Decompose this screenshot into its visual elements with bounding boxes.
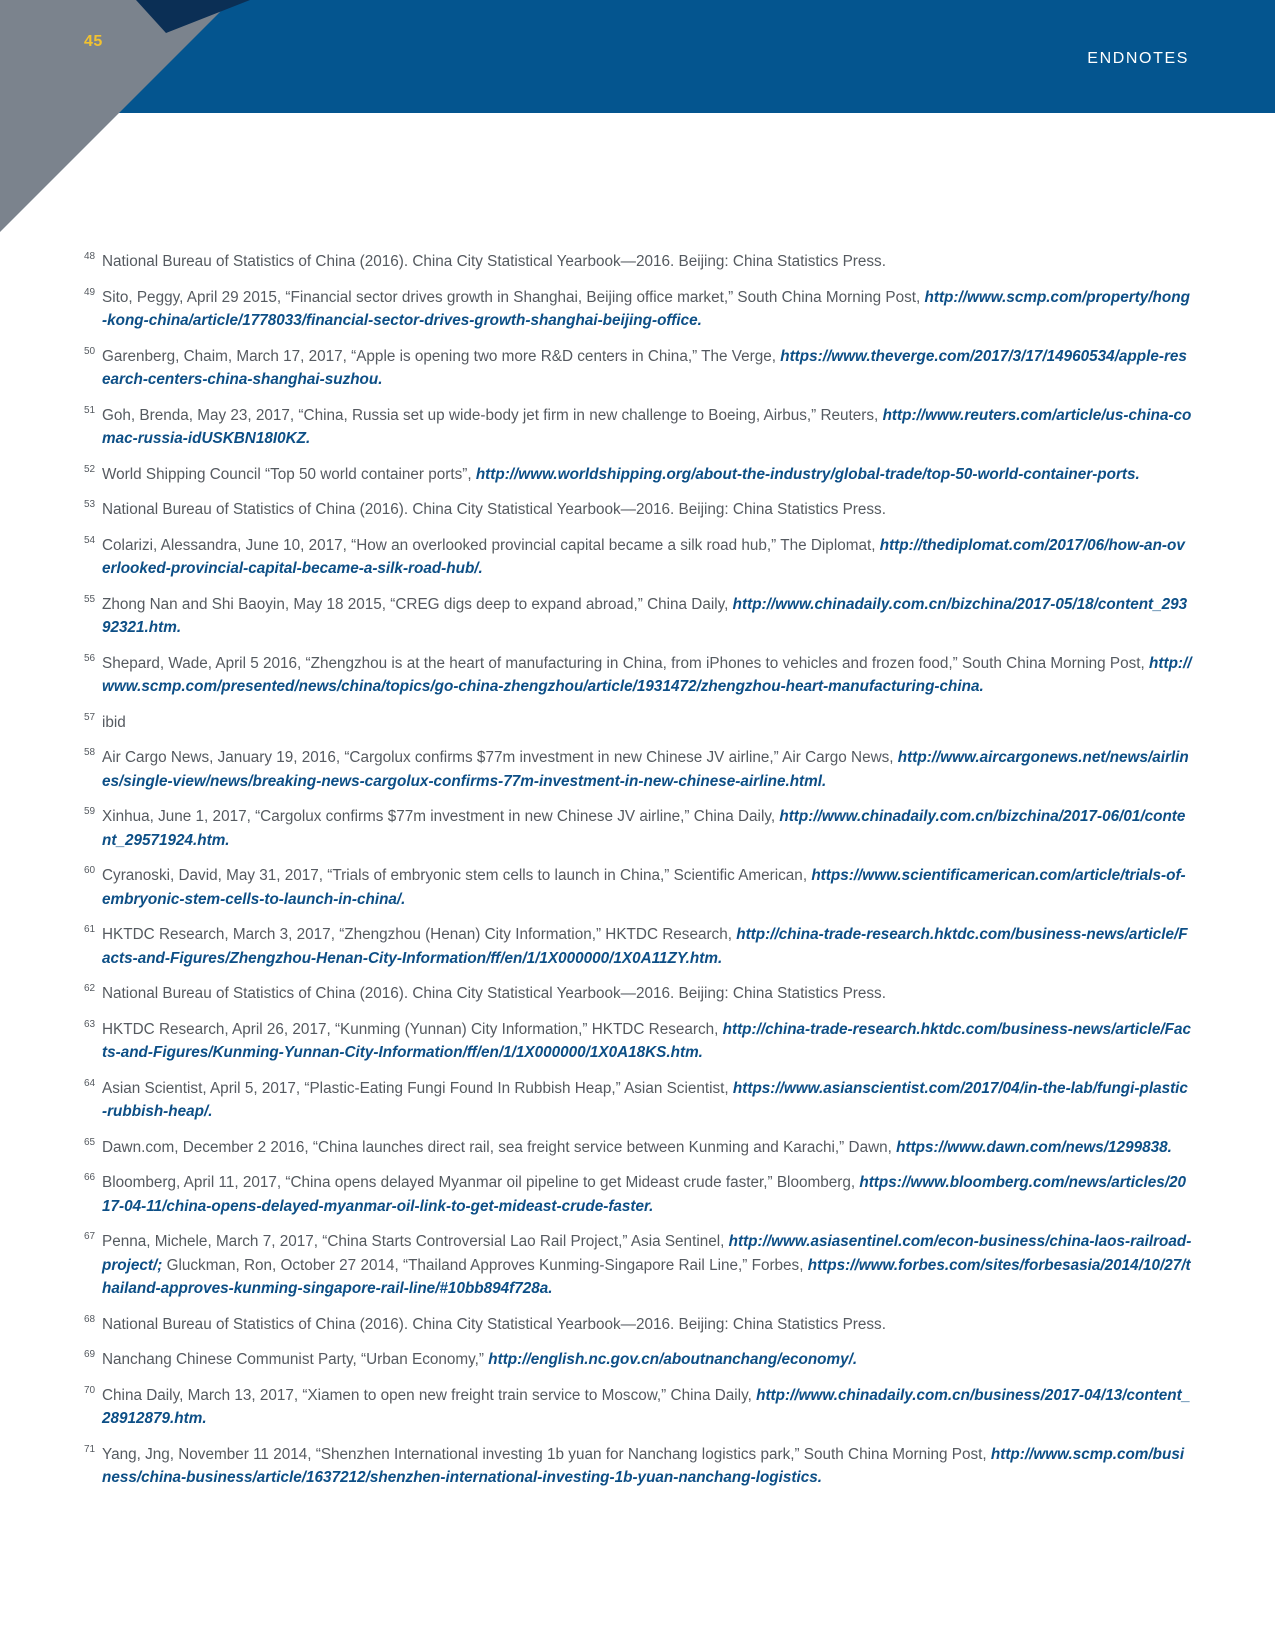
endnote-number: 55 — [84, 593, 96, 605]
endnote-item — [84, 345, 1192, 392]
endnote-link[interactable]: https://www.theverge.com/2017/3/17/14960534/apple-research-centers-china-shanghai-suzhou. — [102, 347, 1187, 388]
endnote-link[interactable]: https://www.asianscientist.com/2017/04/in-the-lab/fungi-plastic-rubbish-heap/. — [102, 1079, 1188, 1120]
endnote-text: Sito, Peggy, April 29 2015, “Financial sector drives growth in Shanghai, Beijing office market,” South China Morning Post, — [102, 288, 925, 306]
endnote-text: National Bureau of Statistics of China (2016). China City Statistical Yearbook—2016. Beijing: China Statistics Press. — [102, 501, 886, 518]
endnote-text: HKTDC Research, March 3, 2017, “Zhengzhou (Henan) City Information,” HKTDC Research, — [102, 926, 737, 943]
endnote-text: Shepard, Wade, April 5 2016, “Zhengzhou is at the heart of manufacturing in China, from iPhones to vehicles and frozen food,” South China Morning Post, — [102, 654, 1150, 672]
endnote-item — [84, 1443, 1192, 1490]
endnote-link[interactable]: http://china-trade-research.hktdc.com/business-news/article/Facts-and-Figures/Kunming-Yunnan-City-Information/ff/en/1/1X000000/1X0A18KS.htm. — [102, 1020, 1192, 1061]
endnote-item — [84, 746, 1192, 793]
endnote-number: 51 — [84, 404, 96, 416]
endnote-text: National Bureau of Statistics of China (2016). China City Statistical Yearbook—2016. Beijing: China Statistics Press. — [102, 253, 886, 270]
endnote-number: 49 — [84, 286, 96, 298]
endnotes-list — [84, 250, 1192, 1502]
endnote-link[interactable]: http://www.scmp.com/presented/news/china/topics/go-china-zhengzhou/article/1931472/zhengzhou-heart-manufacturing-china. — [102, 654, 1192, 695]
endnote-item — [84, 982, 1192, 1006]
endnote-item — [84, 1230, 1192, 1301]
endnote-text: Xinhua, June 1, 2017, “Cargolux confirms $77m investment in new Chinese JV airline,” China Daily, — [102, 808, 780, 825]
endnote-text: Goh, Brenda, May 23, 2017, “China, Russia set up wide-body jet firm in new challenge to Boeing, Airbus,” Reuters, — [102, 406, 883, 424]
endnote-text: HKTDC Research, April 26, 2017, “Kunming (Yunnan) City Information,” HKTDC Research, — [102, 1020, 723, 1038]
endnote-item — [84, 923, 1192, 970]
endnote-item — [84, 805, 1192, 852]
endnote-number: 64 — [84, 1077, 96, 1089]
endnote-item — [84, 1313, 1192, 1337]
endnote-item — [84, 1384, 1192, 1431]
endnote-text: Yang, Jng, November 11 2014, “Shenzhen International investing 1b yuan for Nanchang logistics park,” South China Morning Post, — [102, 1445, 991, 1463]
endnote-text: Cyranoski, David, May 31, 2017, “Trials of embryonic stem cells to launch in China,” Scientific American, — [102, 867, 812, 884]
endnote-text: National Bureau of Statistics of China (2016). China City Statistical Yearbook—2016. Beijing: China Statistics Press. — [102, 1315, 886, 1333]
endnote-item — [84, 652, 1192, 699]
endnote-text: Garenberg, Chaim, March 17, 2017, “Apple is opening two more R&D centers in China,” The Verge, — [102, 347, 781, 365]
endnote-number: 60 — [84, 865, 96, 876]
endnote-item — [84, 1171, 1192, 1218]
endnote-number: 71 — [84, 1443, 96, 1455]
endnote-item — [84, 250, 1192, 274]
endnote-number: 54 — [84, 534, 96, 546]
endnote-text: Zhong Nan and Shi Baoyin, May 18 2015, “CREG digs deep to expand abroad,” China Daily, — [102, 595, 733, 613]
endnote-link[interactable]: http://www.reuters.com/article/us-china-comac-russia-idUSKBN18I0KZ. — [102, 406, 1192, 447]
endnote-item — [84, 1018, 1192, 1065]
endnote-text: Penna, Michele, March 7, 2017, “China Starts Controversial Lao Rail Project,” Asia Sentinel, — [102, 1233, 729, 1250]
endnote-link[interactable]: http://thediplomat.com/2017/06/how-an-overlooked-provincial-capital-became-a-silk-road-hub/. — [102, 536, 1185, 577]
endnote-item — [84, 1077, 1192, 1124]
endnote-number: 61 — [84, 924, 96, 935]
endnote-link[interactable]: http://www.chinadaily.com.cn/bizchina/2017-06/01/content_29571924.htm. — [102, 808, 1186, 849]
endnote-text: Asian Scientist, April 5, 2017, “Plastic-Eating Fungi Found In Rubbish Heap,” Asian Scientist, — [102, 1079, 733, 1097]
page-number: 45 — [84, 33, 103, 50]
endnote-number: 62 — [84, 983, 96, 994]
endnote-number: 56 — [84, 652, 96, 664]
endnote-number: 52 — [84, 463, 96, 475]
endnote-number: 70 — [84, 1384, 96, 1396]
endnote-item — [84, 1348, 1192, 1372]
endnote-link[interactable]: http://www.aircargonews.net/news/airlines/single-view/news/breaking-news-cargolux-confirms-77m-investment-in-new-chinese-airline.html. — [102, 749, 1189, 790]
endnote-link[interactable]: http://www.worldshipping.org/about-the-industry/global-trade/top-50-world-container-ports. — [475, 465, 1140, 483]
endnote-number: 63 — [84, 1018, 96, 1030]
endnote-item — [84, 286, 1192, 333]
section-title: ENDNOTES — [1087, 50, 1189, 67]
endnote-text: Colarizi, Alessandra, June 10, 2017, “How an overlooked provincial capital became a silk road hub,” The Diplomat, — [102, 536, 880, 554]
endnote-number: 58 — [84, 747, 96, 758]
endnote-number: 66 — [84, 1172, 96, 1183]
endnote-text: Nanchang Chinese Communist Party, “Urban Economy,” — [102, 1351, 489, 1368]
endnote-text: Bloomberg, April 11, 2017, “China opens delayed Myanmar oil pipeline to get Mideast crude faster,” Bloomberg, — [102, 1174, 860, 1191]
endnote-item — [84, 1136, 1192, 1160]
endnote-text: World Shipping Council “Top 50 world container ports”, — [102, 465, 476, 483]
endnote-link-secondary[interactable]: https://www.forbes.com/sites/forbesasia/2014/10/27/thailand-approves-kunming-singapore-rail-line/#10bb894f728a. — [102, 1256, 1191, 1297]
corner-gray-triangle — [0, 0, 232, 232]
endnote-link[interactable]: http://www.scmp.com/property/hong-kong-china/article/1778033/financial-sector-drives-growth-shanghai-beijing-office. — [102, 288, 1190, 329]
endnote-link[interactable]: https://www.bloomberg.com/news/articles/2017-04-11/china-opens-delayed-myanmar-oil-link-to-get-mideast-crude-faster. — [102, 1174, 1187, 1215]
endnote-link[interactable]: http://www.scmp.com/business/china-business/article/1637212/shenzhen-international-investing-1b-yuan-nanchang-logistics. — [102, 1445, 1185, 1486]
endnote-number: 53 — [84, 499, 96, 510]
endnote-item — [84, 534, 1192, 581]
endnote-text: National Bureau of Statistics of China (2016). China City Statistical Yearbook—2016. Beijing: China Statistics Press. — [102, 985, 886, 1002]
endnote-link[interactable]: https://www.scientificamerican.com/article/trials-of-embryonic-stem-cells-to-launch-in-china/. — [102, 867, 1186, 908]
endnote-item — [84, 463, 1192, 487]
endnote-item — [84, 593, 1192, 640]
endnote-number: 57 — [84, 711, 96, 723]
endnote-text: China Daily, March 13, 2017, “Xiamen to open new freight train service to Moscow,” China Daily, — [102, 1386, 757, 1404]
endnote-link[interactable]: http://www.chinadaily.com.cn/business/2017-04/13/content_28912879.htm. — [102, 1386, 1191, 1427]
endnote-number: 50 — [84, 345, 96, 357]
endnote-link[interactable]: http://english.nc.gov.cn/aboutnanchang/economy/. — [488, 1351, 858, 1368]
endnote-link[interactable]: http://www.chinadaily.com.cn/bizchina/2017-05/18/content_29392321.htm. — [102, 595, 1188, 636]
endnote-link[interactable]: http://china-trade-research.hktdc.com/business-news/article/Facts-and-Figures/Zhengzhou-Henan-City-Information/ff/en/1/1X000000/1X0A11ZY.htm. — [102, 926, 1188, 967]
endnote-number: 68 — [84, 1313, 96, 1325]
endnote-text: ibid — [102, 713, 126, 731]
endnote-text: Dawn.com, December 2 2016, “China launches direct rail, sea freight service between Kunming and Karachi,” Dawn, — [102, 1138, 897, 1156]
endnote-item — [84, 404, 1192, 451]
endnote-link[interactable]: http://www.asiasentinel.com/econ-business/china-laos-railroad-project/; — [102, 1233, 1192, 1274]
endnote-text-continued: Gluckman, Ron, October 27 2014, “Thailand Approves Kunming-Singapore Rail Line,” Forbes, — [162, 1256, 808, 1274]
endnote-item — [84, 498, 1192, 522]
endnote-number: 48 — [84, 251, 96, 262]
endnote-number: 65 — [84, 1136, 96, 1148]
endnote-number: 59 — [84, 806, 96, 817]
endnote-number: 69 — [84, 1349, 96, 1360]
endnote-number: 67 — [84, 1231, 96, 1242]
endnote-text: Air Cargo News, January 19, 2016, “Cargolux confirms $77m investment in new Chinese JV airline,” Air Cargo News, — [102, 749, 898, 766]
endnote-item — [84, 864, 1192, 911]
endnote-item — [84, 711, 1192, 735]
endnote-link[interactable]: https://www.dawn.com/news/1299838. — [896, 1138, 1172, 1156]
corner-navy-triangle — [136, 0, 250, 33]
